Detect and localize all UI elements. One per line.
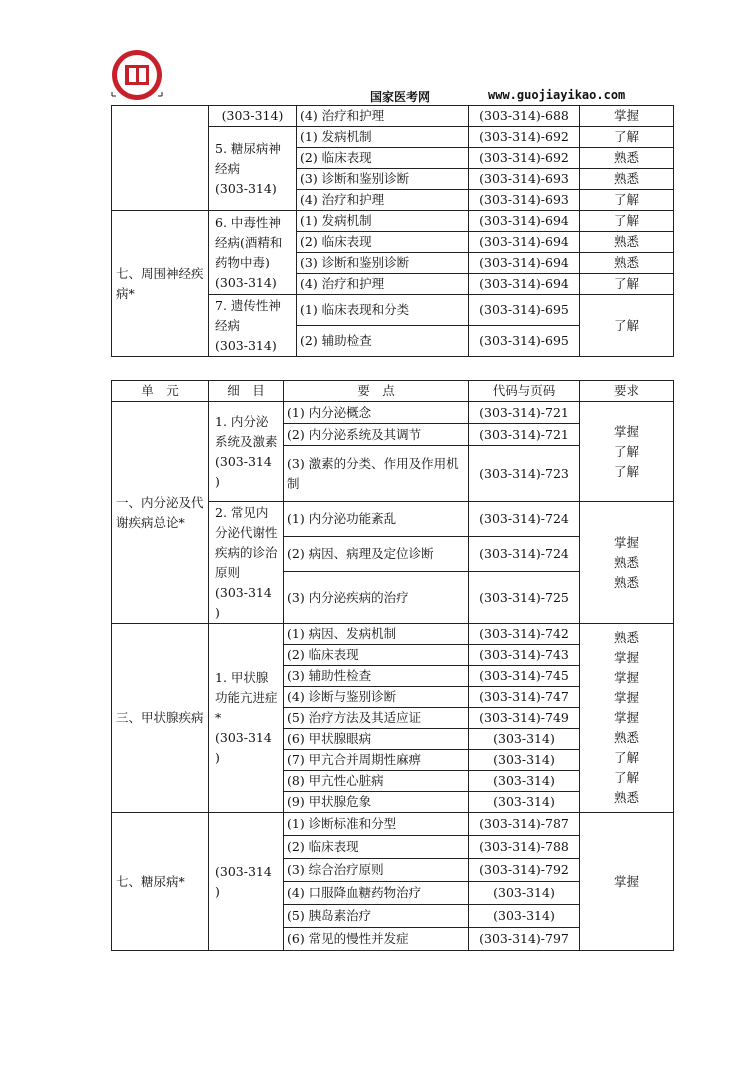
- sub-item-cell: 1. 甲状腺功能亢进症* (303-314 ): [209, 624, 284, 813]
- requirement-cell: 掌握 了解 了解: [580, 402, 674, 502]
- key-point-cell: (4) 治疗和护理: [297, 274, 469, 295]
- header-requirement: 要求: [580, 381, 674, 402]
- requirement-cell: 掌握: [580, 106, 674, 127]
- unit-cell: 七、糖尿病*: [112, 813, 209, 951]
- key-point-cell: (1) 诊断标准和分型: [284, 813, 469, 836]
- table-row: [112, 211, 674, 232]
- requirement-cell: 了解: [580, 274, 674, 295]
- code-cell: (303-314)-721: [469, 402, 580, 424]
- unit-cell: 七、周围神经疾病*: [112, 211, 209, 357]
- code-cell: (303-314)-788: [469, 836, 580, 859]
- sub-item-cell: 1. 内分泌系统及激素 (303-314 ): [209, 402, 284, 502]
- key-point-cell: (9) 甲状腺危象: [284, 792, 469, 813]
- code-cell: (303-314)-724: [469, 502, 580, 537]
- unit-cell-blank: [112, 106, 209, 211]
- key-point-cell: (1) 发病机制: [297, 127, 469, 148]
- code-cell: (303-314): [469, 750, 580, 771]
- table-row: [112, 813, 674, 836]
- key-point-cell: (2) 病因、病理及定位诊断: [284, 537, 469, 572]
- sub-item-cell: 7. 遗传性神经病 (303-314): [209, 295, 297, 357]
- key-point-cell: (1) 发病机制: [297, 211, 469, 232]
- code-cell: (303-314): [469, 792, 580, 813]
- code-cell: (303-314)-742: [469, 624, 580, 645]
- requirement-cell: 熟悉: [580, 148, 674, 169]
- key-point-cell: (3) 综合治疗原则: [284, 859, 469, 882]
- code-cell: (303-314)-721: [469, 424, 580, 446]
- sub-item-cell: 6. 中毒性神经病(酒精和药物中毒) (303-314): [209, 211, 297, 295]
- code-cell: (303-314): [469, 905, 580, 928]
- key-point-cell: (2) 辅助检查: [297, 326, 469, 357]
- key-point-cell: (3) 内分泌疾病的治疗: [284, 572, 469, 624]
- key-point-cell: (4) 口服降血糖药物治疗: [284, 882, 469, 905]
- code-cell: (303-314)-692: [469, 127, 580, 148]
- syllabus-table-endocrine: [111, 380, 674, 951]
- code-cell: (303-314)-792: [469, 859, 580, 882]
- requirement-cell: 掌握: [580, 813, 674, 951]
- requirement-cell: 了解: [580, 127, 674, 148]
- requirement-cell: 了解: [580, 211, 674, 232]
- code-cell: (303-314)-695: [469, 326, 580, 357]
- key-point-cell: (3) 诊断和鉴别诊断: [297, 169, 469, 190]
- header-code: 代码与页码: [469, 381, 580, 402]
- requirement-cell: 熟悉: [580, 253, 674, 274]
- sub-item-cell: 2. 常见内分泌代谢性疾病的诊治原则 (303-314 ): [209, 502, 284, 624]
- code-cell: (303-314)-692: [469, 148, 580, 169]
- requirement-cell: 熟悉: [580, 169, 674, 190]
- requirement-cell: 掌握 熟悉 熟悉: [580, 502, 674, 624]
- key-point-cell: (6) 甲状腺眼病: [284, 729, 469, 750]
- code-cell: (303-314): [469, 729, 580, 750]
- key-point-cell: (2) 临床表现: [284, 836, 469, 859]
- key-point-cell: (3) 激素的分类、作用及作用机制: [284, 446, 469, 502]
- key-point-cell: (4) 诊断与鉴别诊断: [284, 687, 469, 708]
- key-point-cell: (5) 治疗方法及其适应证: [284, 708, 469, 729]
- code-cell: (303-314)-743: [469, 645, 580, 666]
- code-cell: (303-314): [469, 771, 580, 792]
- key-point-cell: (2) 临床表现: [297, 232, 469, 253]
- code-cell: (303-314)-745: [469, 666, 580, 687]
- key-point-cell: (4) 治疗和护理: [297, 190, 469, 211]
- code-cell: (303-314)-787: [469, 813, 580, 836]
- requirement-cell: 熟悉: [580, 232, 674, 253]
- unit-cell: 一、内分泌及代谢疾病总论*: [112, 402, 209, 624]
- key-point-cell: (4) 治疗和护理: [297, 106, 469, 127]
- key-point-cell: (6) 常见的慢性并发症: [284, 928, 469, 951]
- code-cell: (303-314)-688: [469, 106, 580, 127]
- key-point-cell: (3) 辅助性检查: [284, 666, 469, 687]
- code-cell: (303-314)-724: [469, 537, 580, 572]
- key-point-cell: (2) 临床表现: [284, 645, 469, 666]
- requirement-cell: 了解: [580, 190, 674, 211]
- key-point-cell: (1) 病因、发病机制: [284, 624, 469, 645]
- sub-item-cell: 5. 糖尿病神经病 (303-314): [209, 127, 297, 211]
- logo-icon: [110, 48, 164, 102]
- code-cell: (303-314)-694: [469, 232, 580, 253]
- key-point-cell: (1) 临床表现和分类: [297, 295, 469, 326]
- code-cell: (303-314)-694: [469, 211, 580, 232]
- key-point-cell: (3) 诊断和鉴别诊断: [297, 253, 469, 274]
- header-key-point: 要 点: [284, 381, 469, 402]
- site-name: 国家医考网: [370, 90, 431, 104]
- sub-item-cell: (303-314): [209, 106, 297, 127]
- table-row: [112, 624, 674, 645]
- syllabus-table-continued: [111, 105, 674, 357]
- unit-cell: 三、甲状腺疾病: [112, 624, 209, 813]
- requirement-cell: 熟悉 掌握 掌握 掌握 掌握 熟悉 了解 了解 熟悉: [580, 624, 674, 813]
- code-cell: (303-314)-723: [469, 446, 580, 502]
- site-url[interactable]: www.guojiayikao.com: [488, 88, 626, 102]
- header-unit: 单 元: [112, 381, 209, 402]
- key-point-cell: (1) 内分泌概念: [284, 402, 469, 424]
- header-sub-item: 细 目: [209, 381, 284, 402]
- code-cell: (303-314): [469, 882, 580, 905]
- code-cell: (303-314)-694: [469, 253, 580, 274]
- sub-item-cell: (303-314 ): [209, 813, 284, 951]
- requirement-cell: 了解: [580, 295, 674, 357]
- code-cell: (303-314)-693: [469, 169, 580, 190]
- key-point-cell: (7) 甲亢合并周期性麻痹: [284, 750, 469, 771]
- code-cell: (303-314)-695: [469, 295, 580, 326]
- code-cell: (303-314)-747: [469, 687, 580, 708]
- code-cell: (303-314)-749: [469, 708, 580, 729]
- code-cell: (303-314)-693: [469, 190, 580, 211]
- key-point-cell: (2) 内分泌系统及其调节: [284, 424, 469, 446]
- table-row: [112, 106, 674, 127]
- table-header-row: [112, 381, 674, 402]
- code-cell: (303-314)-797: [469, 928, 580, 951]
- table-row: [112, 402, 674, 424]
- code-cell: (303-314)-694: [469, 274, 580, 295]
- key-point-cell: (5) 胰岛素治疗: [284, 905, 469, 928]
- key-point-cell: (2) 临床表现: [297, 148, 469, 169]
- key-point-cell: (8) 甲亢性心脏病: [284, 771, 469, 792]
- code-cell: (303-314)-725: [469, 572, 580, 624]
- key-point-cell: (1) 内分泌功能紊乱: [284, 502, 469, 537]
